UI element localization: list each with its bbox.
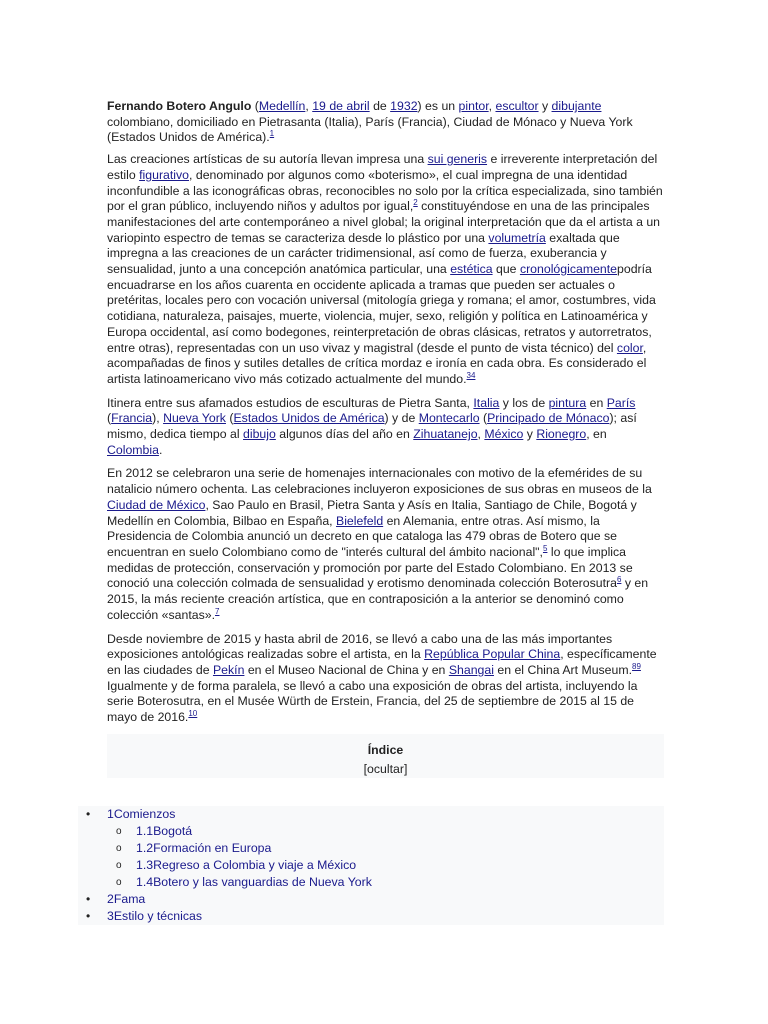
toc-link-comienzos[interactable]: 1Comienzos — [107, 807, 176, 821]
link-mexico[interactable]: México — [484, 427, 524, 442]
link-escultor[interactable]: escultor — [495, 99, 539, 113]
link-medellin[interactable]: Medellín — [258, 99, 306, 113]
text: en Alemania, entre otras. Así mismo, la Presidencia de Colombia anunció un decreto en que cataloga las 479 obras de Botero que se encuentran en suelo Colombiano como de "interés cultural del ámbito nacional", — [107, 513, 617, 559]
text: Las creaciones artísticas de su autoría llevan impresa una — [107, 152, 428, 167]
toc-subitem[interactable] — [78, 823, 664, 840]
sub-bullet-icon: o — [116, 860, 122, 871]
sub-bullet-icon: o — [116, 877, 122, 888]
link-color[interactable]: color — [616, 340, 643, 355]
reference-link[interactable]: 2 — [413, 198, 418, 208]
toc-subitem[interactable] — [78, 857, 664, 874]
text: en — [586, 395, 607, 410]
text: podría encuadrarse en los años cuarenta en occidente aplicada a tramas que pueden ser actuales o pretéritas, locales pero con vocación universal (mitología griega y romana; el amor, costumbres, vida cotidiana, naturaleza, paisajes, muerte, violencia, mujer, sexo, religión y política en Latinoamérica y Europa occidental, así como bodegones, reinterpretación de obras clásicas, retratos y autorretratos, entre otras), representadas con un uso vivaz y magistral (desde el punto de vista técnico) del — [107, 262, 656, 355]
text: En 2012 se celebraron una serie de homenajes internacionales con motivo de la efemérides de su natalicio número ochenta. Las celebraciones incluyeron exposiciones de sus obras en museos de la — [107, 466, 652, 497]
text: , específicamente en las ciudades de — [107, 647, 657, 677]
toc-toggle-button[interactable]: [ocultar] — [363, 761, 408, 776]
link-estados-unidos[interactable]: Estados Unidos de América — [233, 411, 385, 426]
toc-item[interactable] — [78, 891, 664, 908]
text: ( — [107, 411, 112, 426]
intro-paragraph — [107, 99, 664, 146]
text: , — [488, 99, 496, 113]
toc-header — [107, 734, 664, 778]
text: y — [538, 99, 552, 113]
link-ciudad-de-mexico[interactable]: Ciudad de México — [107, 497, 206, 512]
text: Itinera entre sus afamados estudios de esculturas de Pietra Santa, — [107, 395, 474, 410]
sub-bullet-icon: o — [116, 826, 122, 837]
link-republica-popular-china[interactable]: República Popular China — [424, 647, 561, 662]
link-pintor[interactable]: pintor — [458, 99, 489, 113]
link-rionegro[interactable]: Rionegro — [536, 427, 587, 442]
link-estetica[interactable]: estética — [450, 262, 493, 277]
sub-bullet-icon: o — [116, 843, 122, 854]
reference-link[interactable]: 6 — [616, 575, 622, 585]
article-subject-name: Fernando Botero Angulo — [107, 99, 252, 113]
text: ) es un — [417, 99, 459, 113]
link-pintura[interactable]: pintura — [548, 395, 587, 410]
text: ( — [251, 99, 259, 113]
toc-link-formacion-europa[interactable]: 1.2Formación en Europa — [136, 841, 272, 855]
china-exhibition-paragraph — [107, 632, 664, 726]
text: lo que implica medidas de protección, conservación y promoción por parte del Estado Colombiano. En 2013 se conoció una colección colmada de sensualidad y erotismo denominada colección Boterosutra — [107, 544, 633, 591]
link-birth-date[interactable]: 19 de abril — [312, 99, 370, 113]
toc-subitem[interactable] — [78, 840, 664, 857]
toc-item[interactable] — [78, 908, 664, 925]
link-francia[interactable]: Francia — [111, 411, 153, 426]
bullet-icon: • — [86, 892, 91, 906]
link-italia[interactable]: Italia — [473, 395, 500, 410]
text: de — [369, 99, 391, 113]
text: en el China Art Museum. — [493, 662, 633, 677]
link-volumetria[interactable]: volumetría — [488, 230, 546, 245]
text: y en 2015, la más reciente creación artística, que en contraposición a la anterior se denominó como colección «santas». — [107, 576, 649, 622]
text: ) y de — [384, 411, 419, 426]
style-paragraph — [107, 152, 664, 388]
bullet-icon: • — [86, 909, 91, 923]
text: , Sao Paulo en Brasil, Pietra Santa y Asís en Italia, Santiago de Chile, Bogotá y Medellín en Colombia, Bilbao en España, — [107, 497, 637, 528]
text: ); así mismo, dedica tiempo al — [107, 411, 637, 442]
text: Desde noviembre de 2015 y hasta abril de 2016, se llevó a cabo una de las más importantes exposiciones antológicas realizadas sobre el artista, en la — [107, 631, 613, 662]
link-colombia[interactable]: Colombia — [107, 442, 159, 457]
toc-subitem[interactable] — [78, 874, 664, 891]
toc-link-vanguardias-ny[interactable]: 1.4Botero y las vanguardias de Nueva York — [136, 875, 372, 889]
link-paris[interactable]: París — [606, 395, 636, 410]
link-dibujante[interactable]: dibujante — [551, 99, 602, 113]
toc-link-fama[interactable]: 2Fama — [107, 892, 146, 906]
reference-link[interactable]: 7 — [215, 606, 220, 616]
text: exaltada que impregna a las creaciones de un carácter tridimensional, así como de fuerza, exuberancia y sensualidad, junto a una concepción anatómica particular, una — [107, 230, 620, 277]
text: en el Museo Nacional de China y en — [244, 662, 449, 677]
link-sui-generis[interactable]: sui generis — [427, 152, 488, 167]
text: , acompañadas de finos y sutiles detalles de crítica mordaz e ironía en cada obra. Es considerado el artista latinoamericano vivo más cotizado actualmente del mundo. — [107, 340, 647, 386]
text: ), — [152, 411, 164, 426]
text: y — [523, 427, 537, 442]
link-cronologicamente[interactable]: cronológicamente — [519, 262, 618, 277]
text: y los de — [499, 395, 549, 410]
homages-paragraph — [107, 466, 664, 623]
link-dibujo[interactable]: dibujo — [243, 427, 276, 442]
reference-link[interactable]: 1 — [269, 129, 275, 139]
toc-link-estilo-tecnicas[interactable]: 3Estilo y técnicas — [107, 909, 203, 923]
text: que — [492, 262, 520, 277]
reference-link[interactable]: 5 — [542, 543, 548, 553]
article-body — [107, 99, 664, 778]
link-principado-monaco[interactable]: Principado de Mónaco — [487, 411, 610, 426]
text: colombiano, domiciliado en Pietrasanta (Italia), París (Francia), Ciudad de Mónaco y Nueva York (Estados Unidos de América). — [107, 114, 633, 145]
reference-link[interactable]: 34 — [466, 370, 476, 380]
text: , — [477, 427, 485, 442]
link-zihuatanejo[interactable]: Zihuatanejo — [413, 427, 478, 442]
text: constituyéndose en una de las principales manifestaciones del arte contemporáneo a nivel global; la original interpretación que da el artista a un variopinto espectro de temas se caracteriza desde lo plástico por una — [107, 199, 661, 245]
link-pekin[interactable]: Pekín — [212, 662, 245, 677]
text: ( — [479, 411, 488, 426]
link-montecarlo[interactable]: Montecarlo — [418, 411, 480, 426]
text: , en — [586, 427, 607, 442]
bullet-icon: • — [86, 807, 91, 821]
text: Igualmente y de forma paralela, se llevó a cabo una exposición de obras del artista, incluyendo la serie Boterosutra, en el Musée Würth de Erstein, Francia, del 25 de septiembre de 2015 al 15 de mayo de 2016. — [107, 678, 638, 725]
toc-link-regreso-colombia[interactable]: 1.3Regreso a Colombia y viaje a México — [136, 858, 357, 872]
text: . — [158, 442, 163, 457]
link-nueva-york[interactable]: Nueva York — [163, 411, 226, 426]
text: e irreverente interpretación del estilo — [107, 152, 658, 182]
link-figurativo[interactable]: figurativo — [139, 167, 190, 182]
toc-link-bogota[interactable]: 1.1Bogotá — [136, 824, 193, 838]
link-birth-year[interactable]: 1932 — [390, 99, 418, 113]
toc-title: Índice — [367, 742, 404, 757]
text: , denominado por algunos como «boterismo», el cual impregna de una identidad inconfundible a las iconográficas obras, reconocibles no solo por la crítica especializada, sino también por el gran público, incluyendo niños y adultos por igual, — [107, 167, 663, 214]
toc-item[interactable] — [78, 806, 664, 823]
reference-link[interactable]: 89 — [632, 661, 641, 671]
text: ( — [225, 411, 234, 426]
link-shangai[interactable]: Shangai — [448, 662, 494, 677]
link-bielefeld[interactable]: Bielefeld — [336, 513, 384, 528]
toc-list — [78, 806, 664, 925]
reference-link[interactable]: 10 — [188, 708, 198, 718]
studios-paragraph — [107, 396, 664, 459]
text: , — [305, 99, 313, 113]
text: algunos días del año en — [275, 427, 414, 442]
